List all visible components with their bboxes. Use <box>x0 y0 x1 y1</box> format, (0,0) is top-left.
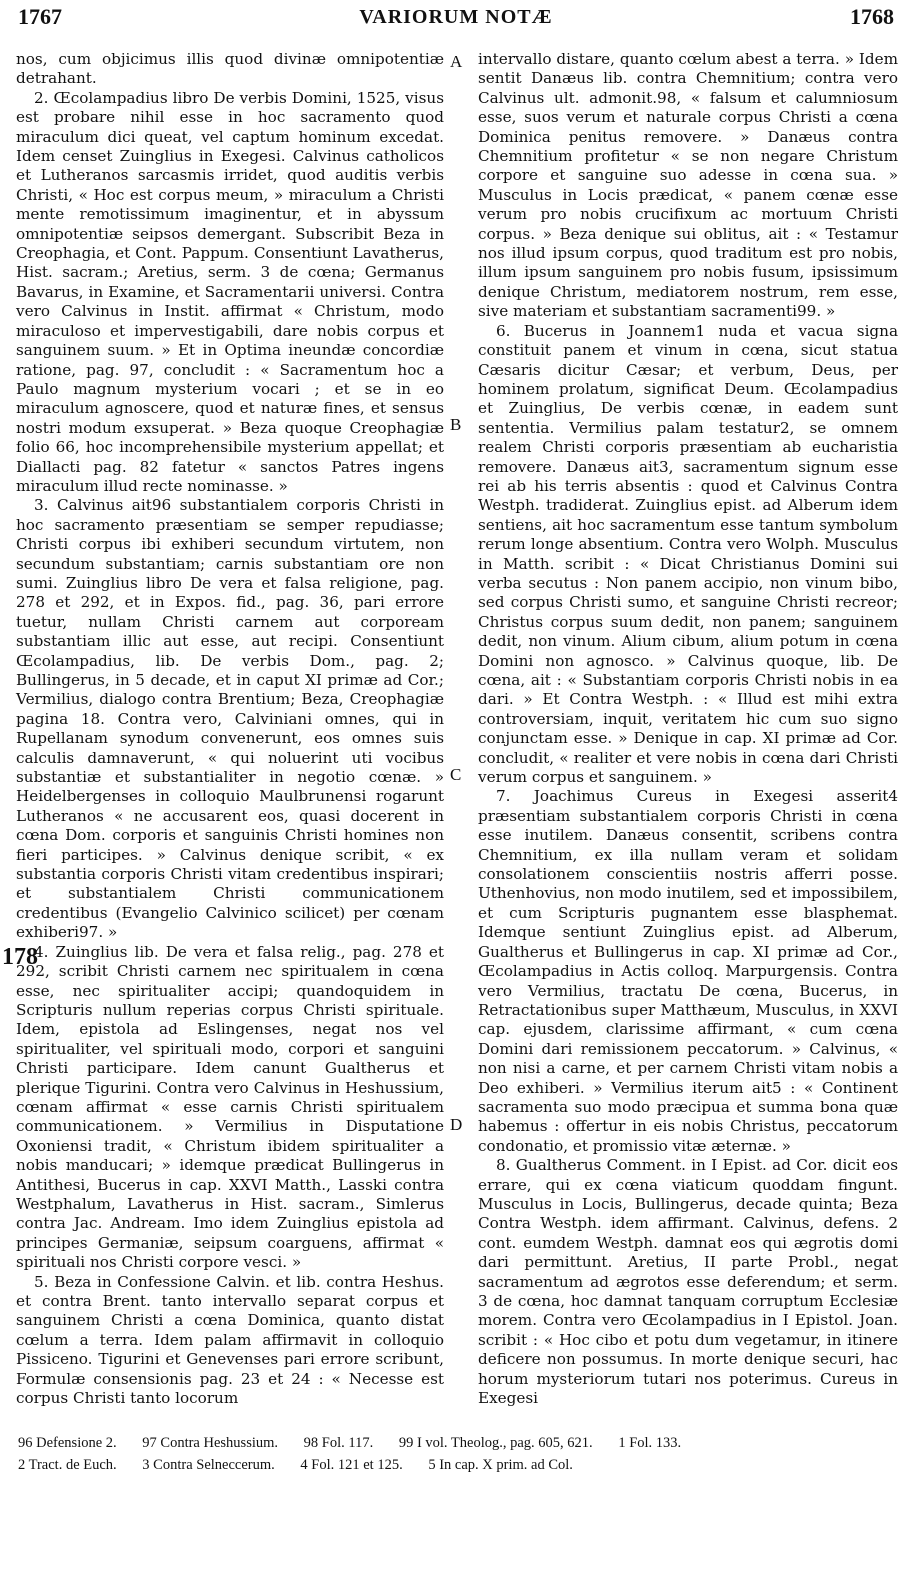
footnote: 97 Contra Heshussium. <box>142 1435 279 1451</box>
paragraph: 8. Gualtherus Comment. in I Epist. ad Cor. dicit eos errare, qui ex cœna viaticum quoddam fingunt. Musculus in Locis, Bullingerus, decade quinta; Beza Contra Westph. idem affirmant. Calvinus, defens. 2 cont. eumdem Westph. damnat eos qui ægrotis domi dari permittunt. Aretius, II parte Probl., negat sacramentum ad ægrotos esse deferendum; et serm. 3 de cœna, hoc damnat tanquam corruptum Ecclesiæ morem. Contra vero Œcolampadius in I Epistol. Joan. scribit : « Hoc cibo et potu dum vegetamur, in itinere deficere non possumus. In morte denique securi, hac horum mysteriorum tutari nos poterimus. Cureus in Exegesi <box>478 1156 898 1408</box>
section-marker-d: D <box>450 1115 463 1134</box>
paragraph: 6. Bucerus in Joannem1 nuda et vacua signa constituit panem et vinum in cœna, sicut statua Cæsaris dicitur Cæsar; et verbum, Deus, per hominem prolatum, significat Deum. Œcolampadius et Zuinglius, De verbis cœnæ, in eadem sunt sententia. Vermilius palam testatur2, se omnem realem Christi corporis præsentiam ab eucharistia removere. Danæus ait3, sacramentum signum esse rei ab his terris absentis : quod et Calvinus Contra Westph. tradiderat. Zuinglius epist. ad Alberum idem sentiens, ait hoc sacramentum esse tantum symbolum rerum longe absentium. Contra vero Wolph. Musculus in Matth. scribit : « Dicat Christianus Domini sui verba secutus : Non panem accipio, non vinum bibo, sed corpus Christi sumo, et sanguine Christi recreor; Christus corpus suum dedit, non panem; sanguinem dedit, non vinum. Alium cibum, alium potum in cœna Domini non agnosco. » Calvinus quoque, lib. De cœna, ait : « Substantiam corporis Christi nobis in ea dari. » Et Contra Westph. : « Illud est mihi extra controversiam, inquit, veritatem hic cum suo signo conjunctam esse. » Denique in cap. XI primæ ad Cor. concludit, « realiter et vere nobis in cœna dari Christi verum corpus et sanguinem. » <box>478 321 898 787</box>
footnote: 4 Fol. 121 et 125. <box>300 1457 403 1473</box>
paragraph: 4. Zuinglius lib. De vera et falsa relig., pag. 278 et 292, scribit Christi carnem nec spiritualem in cœna esse, nec spiritualiter accipi; quandoquidem in Scripturis nullum reperias corpus Christi spirituale. Idem, epistola ad Eslingenses, negat nos vel spiritualiter, vel spirituali modo, corpori et sanguini Christi participare. Idem canunt Gualtherus et plerique Tigurini. Contra vero Calvinus in Heshussium, cœnam affirmat « esse carnis Christi spiritualem communicationem. » Vermilius in Disputatione Oxoniensi tradit, « Christum ibidem spiritualiter a nobis manducari; » idemque prædicat Bullingerus in Antithesi, Bucerus in cap. XXVI Matth., Lasski contra Westphalum, Lavatherus in Hist. sacram., Simlerus contra Jac. Andream. Imo idem Zuinglius epistola ad principes Germaniæ, seipsum coarguens, affirmat « spirituali nos Christi corpore vesci. » <box>16 942 444 1272</box>
footnote-line <box>18 1432 894 1454</box>
page-number-right: 1768 <box>850 4 894 29</box>
section-marker-c: C <box>450 765 462 784</box>
right-column <box>478 50 898 1408</box>
paragraph: 5. Beza in Confessione Calvin. et lib. contra Heshus. et contra Brent. tanto intervallo separat corpus et sanguinem Christi a cœna Dominica, quanto distat cœlum a terra. Idem palam affirmavit in colloquio Pissiceno. Tigurini et Genevenses pari errore scribunt, Formulæ consensionis pag. 23 et 24 : « Necesse est corpus Christi tanto locorum <box>16 1272 444 1408</box>
paragraph: 7. Joachimus Cureus in Exegesi asserit4 præsentiam substantialem corporis Christi in cœna esse inutilem. Danæus consentit, scribens contra Chemnitium, ex illa nullam veram et solidam consolationem conscientiis nostris afferri posse. Uthenhovius, non modo inutilem, sed et impossibilem, et cum Scripturis pugnantem esse blasphemat. Idemque sentiunt Zuinglius epist. ad Alberum, Gualtherus et Bullingerus in cap. XI primæ ad Cor., Œcolampadius in Actis colloq. Marpurgensis. Contra vero Vermilius, tractatu De cœna, Bucerus, in Retractationibus super Matthæum, Musculus, in XXVI cap. ejusdem, clarissime affirmant, « cum cœna Domini dari remissionem peccatorum. » Calvinus, « non nisi a carne, et per carnem Christi vitam nobis a Deo exhiberi. » Vermilius iterum ait5 : « Continent sacramenta suo modo præcipua et summa bona quæ habemus : offertur in eis nobis Christus, peccatorum condonatio, et promissio vitæ æternæ. » <box>478 787 898 1155</box>
section-marker-a: A <box>450 52 463 71</box>
paragraph: nos, cum objicimus illis quod divinæ omnipotentiæ detrahant. <box>16 50 444 88</box>
page-header <box>18 4 894 44</box>
footnote-line <box>18 1454 894 1476</box>
footnote: 96 Defensione 2. <box>18 1435 117 1451</box>
footnote: 98 Fol. 117. <box>303 1435 374 1451</box>
paragraph: 2. Œcolampadius libro De verbis Domini, 1525, visus est probare nihil esse in hoc sacramento quod miraculum dici queat, vel captum hominum excedat. Idem censet Zuinglius in Exegesi. Calvinus catholicos et Lutheranos sarcasmis irridet, quod auditis verbis Christi, « Hoc est corpus meum, » miraculum a Christi mente remotissimum imaginentur, et in abyssum omnipotentiæ seipsos demergant. Subscribit Beza in Creophagia, et Cont. Pappum. Consentiunt Lavatherus, Hist. sacram.; Aretius, serm. 3 de cœna; Germanus Bavarus, in Examine, et Sacramentarii universi. Contra vero Calvinus in Instit. affirmat « Christum, modo miraculoso et impervestigabili, dare nobis corpus et sanguinem suum. » Et in Optima ineundæ concordiæ ratione, pag. 97, concludit : « Sacramentum hoc a Paulo magnum mysterium vocari ; et se in eo miraculum agnoscere, quod et naturæ fines, et sensus nostri modum exsuperat. » Beza quoque Creophagiæ folio 66, hoc incomprehensibile mysterium appellat; et Diallacti pag. 82 fatetur « sanctos Patres ingens miraculum illud recte nominasse. » <box>16 88 444 495</box>
footnote: 2 Tract. de Euch. <box>18 1457 117 1473</box>
footnote: 3 Contra Selneccerum. <box>142 1457 275 1473</box>
footnote: 1 Fol. 133. <box>618 1435 682 1451</box>
footnote: 99 I vol. Theolog., pag. 605, 621. <box>398 1435 593 1451</box>
footnote: 5 In cap. X prim. ad Col. <box>428 1457 573 1473</box>
left-column <box>16 50 444 1408</box>
paragraph: intervallo distare, quanto cœlum abest a terra. » Idem sentit Danæus lib. contra Chemnitium; contra vero Calvinus ult. admonit.98, « falsum et calumniosum esse, suos verum et naturale corpus Christi a cœna Dominica penitus removere. » Danæus contra Chemnitium profitetur « se non negare Christum corpore et sanguine suo adesse in cœna sua. » Musculus in Locis prædicat, « panem cœnæ esse verum pro nobis crucifixum ac mortuum Christi corpus. » Beza denique sui oblitus, ait : « Testamur nos illud ipsum corpus, quod traditum est pro nobis, illum ipsum sanguinem pro nobis fusum, ipsissimum denique Christum, mediatorem nostrum, rem esse, sive materiam et substantiam sacramenti99. » <box>478 50 898 321</box>
page-number-left: 1767 <box>18 4 62 29</box>
footnotes <box>18 1432 894 1476</box>
section-marker-b: B <box>450 415 462 434</box>
running-title: VARIORUM NOTÆ <box>359 6 553 28</box>
paragraph: 3. Calvinus ait96 substantialem corporis Christi in hoc sacramento præsentiam se semper repudiasse; Christi corpus ibi exhiberi secundum virtutem, non secundum substantiam; carnis substantiam ore non sumi. Zuinglius libro De vera et falsa religione, pag. 278 et 292, et in Expos. fid., pag. 36, pari errore tuetur, nullam Christi carnem aut corpoream substantiam illic aut esse, aut recipi. Consentiunt Œcolampadius, lib. De verbis Dom., pag. 2; Bullingerus, in 5 decade, et in caput XI primæ ad Cor.; Vermilius, dialogo contra Brentium; Beza, Creophagiæ pagina 18. Contra vero, Calviniani omnes, qui in Rupellanam synodum convenerunt, eos omnes suis calculis damnaverunt, « qui noluerint uti vocibus substantiæ et substantialiter in negotio cœnæ. » Heidelbergenses in colloquio Maulbrunensi rogarunt Lutheranos « ne accusarent eos, quasi docerent in cœna Dom. corporis et sanguinis Christi homines non fieri participes. » Calvinus denique scribit, « ex substantia corporis Christi vitam credentibus inspirari; et substantialem Christi communicationem credentibus (Evangelio Calvinico scilicet) per cœnam exhiberi97. » <box>16 496 444 942</box>
margin-number: 178 <box>2 944 38 970</box>
